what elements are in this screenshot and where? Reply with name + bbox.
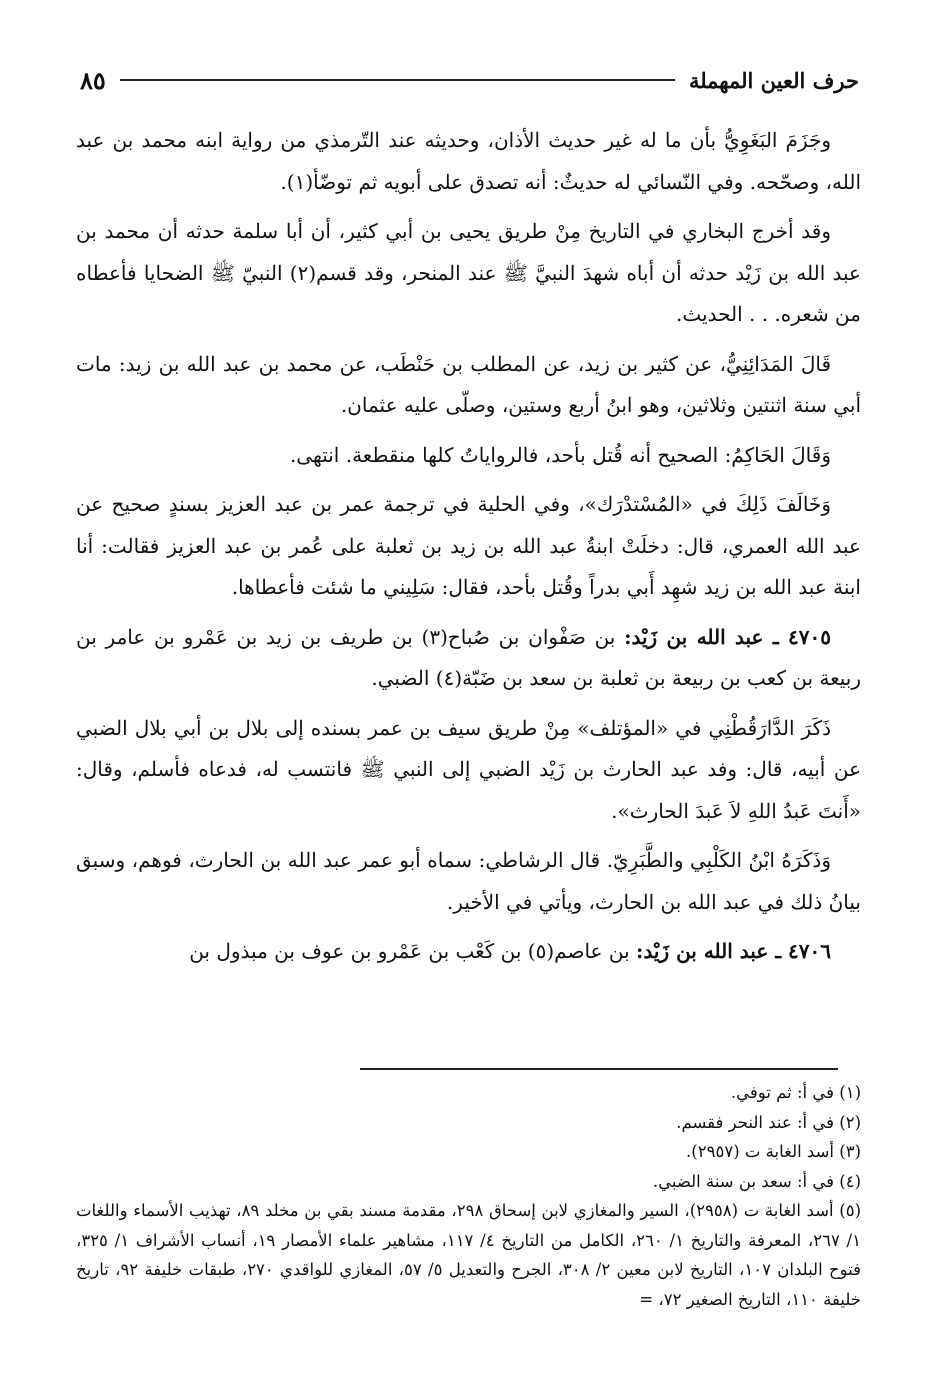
footnote: (١) في أ: ثم توفي. — [730, 1083, 861, 1102]
header-rule — [120, 79, 675, 81]
entry-heading: ٤٧٠٦ ـ عبد الله بن زَيْد: — [636, 939, 831, 963]
running-header — [80, 60, 859, 100]
paragraph — [76, 708, 861, 833]
paragraph — [76, 344, 861, 427]
paragraph — [76, 840, 861, 923]
paragraph — [76, 931, 861, 973]
page-number: ٨٥ — [80, 65, 106, 95]
footnote: (٣) أسد الغابة ت (٢٩٥٧). — [686, 1142, 861, 1161]
paragraph — [76, 120, 861, 203]
paragraph-text: وَذَكَرَهُ ابْنُ الكَلْبِي والطَّبَرِيّ. قال الرشاطي: سماه أبو عمر عبد الله بن الحارث، فوهم، وسبق بيانُ ذلك في عبد الله بن الحارث، ويأتي في الأخير. — [76, 848, 861, 914]
footnote: (٤) في أ: سعد بن سنة الضبي. — [652, 1171, 861, 1191]
entry-heading: ٤٧٠٥ ـ عبد الله بن زَيْد: — [624, 624, 832, 649]
footnote: (٢) في أ: عند النحر فقسم. — [676, 1112, 861, 1132]
paragraph-text: وجَزَمَ البَغَوِيُّ بأن ما له غير حديث الأذان، وحديثه عند التّرمذي من رواية ابنه محمد بن عبد الله، وصحّحه. وفي النّسائي له حديثٌ: أنه تصدق على أبويه ثم توضّأ(١). — [76, 128, 861, 194]
paragraph-text: قَالَ المَدَائِنِيُّ، عن كثير بن زيد، عن المطلب بن حَنْطَب، عن محمد بن عبد الله بن زيد: مات أبي سنة اثنتين وثلاثين، وهو ابنُ أربع وستين، وصلّى عليه عثمان. — [76, 351, 861, 417]
paragraph-text: وقد أخرج البخاري في التاريخ مِنْ طريق يحيى بن أبي كثير، أن أبا سلمة حدثه أن محمد بن عبد الله بن زَيْد حدثه أن أباه شهدَ النبيَّ ﷺ عند المنحر، وقد قسم(٢) النبيّ ﷺ الضحايا فأعطاه من شعره. . . الحديث. — [76, 219, 861, 326]
paragraph-text: وَقَالَ الحَاكِمُ: الصحيح أنه قُتل بأحد، فالرواياتُ كلها منقطعة. انتهى. — [289, 442, 831, 467]
main-text — [76, 120, 861, 973]
footnote: (٥) أسد الغابة ت (٢٩٥٨)، السير والمغازي لابن إسحاق ٢٩٨، مقدمة مسند بقي بن مخلد ٨٩، تهذيب الأسماء واللغات ١/ ٢٦٧، المعرفة والتاريخ ١/ ٢٦٠، الكامل من التاريخ ٤/ ١١٧، مشاهير علماء الأمصار ١٩، أنساب الأشراف ١/ ٣٢٥، فتوح البلدان ١٠٧، التاريخ لابن معين ٢/ ٣٠٨، الجرح والتعديل ٥/ ٥٧، المغازي للواقدي ٢٧٠، طبقات خليفة ٩٢، تاريخ خليفة ١١٠، التاريخ الصغير ٧٢، = — [76, 1201, 862, 1309]
paragraph-text: ذَكَرَ الدَّارَقُطْنِي في «المؤتلف» مِنْ طريق سيف بن عمر بسنده إلى بلال بن أبي بلال الضبي عن أبيه، قال: وفد عبد الحارث بن زَيْد الضبي إلى النبي ﷺ فانتسب له، فدعاه فأسلم، وقال: «أَنتَ عَبدُ اللهِ لاَ عَبدَ الحارث». — [76, 715, 861, 823]
paragraph — [76, 435, 861, 477]
paragraph — [76, 617, 861, 700]
footnote-separator — [360, 1068, 838, 1070]
chapter-title: حرف العين المهملة — [688, 67, 859, 93]
footnotes — [76, 1078, 861, 1314]
paragraph — [76, 211, 861, 336]
paragraph-text: بن عاصم(٥) بن كَعْب بن عَمْرو بن عوف بن مبذول بن — [189, 939, 636, 963]
paragraph — [76, 484, 861, 609]
paragraph-text: بن صَفْوان بن صُباح(٣) بن طريف بن زيد بن عَمْرو بن عامر بن ربيعة بن كعب بن ربيعة بن ثعلبة بن سعد بن ضَبّة(٤) الضبي. — [76, 624, 861, 690]
paragraph-text: وَخَالَفَ ذَلِكَ في «المُسْتدْرَك»، وفي الحلية في ترجمة عمر بن عبد العزيز بسندٍ صحيح عن عبد الله العمري، قال: دخلَتْ ابنةُ عبد الله بن زيد بن ثعلبة على عُمر بن عبد العزيز فقالت: أنا ابنة عبد الله بن زيد شهِد أَبي بدراً وقُتل بأحد، فقال: سَلِيني ما شئت فأعطاها. — [76, 492, 861, 599]
